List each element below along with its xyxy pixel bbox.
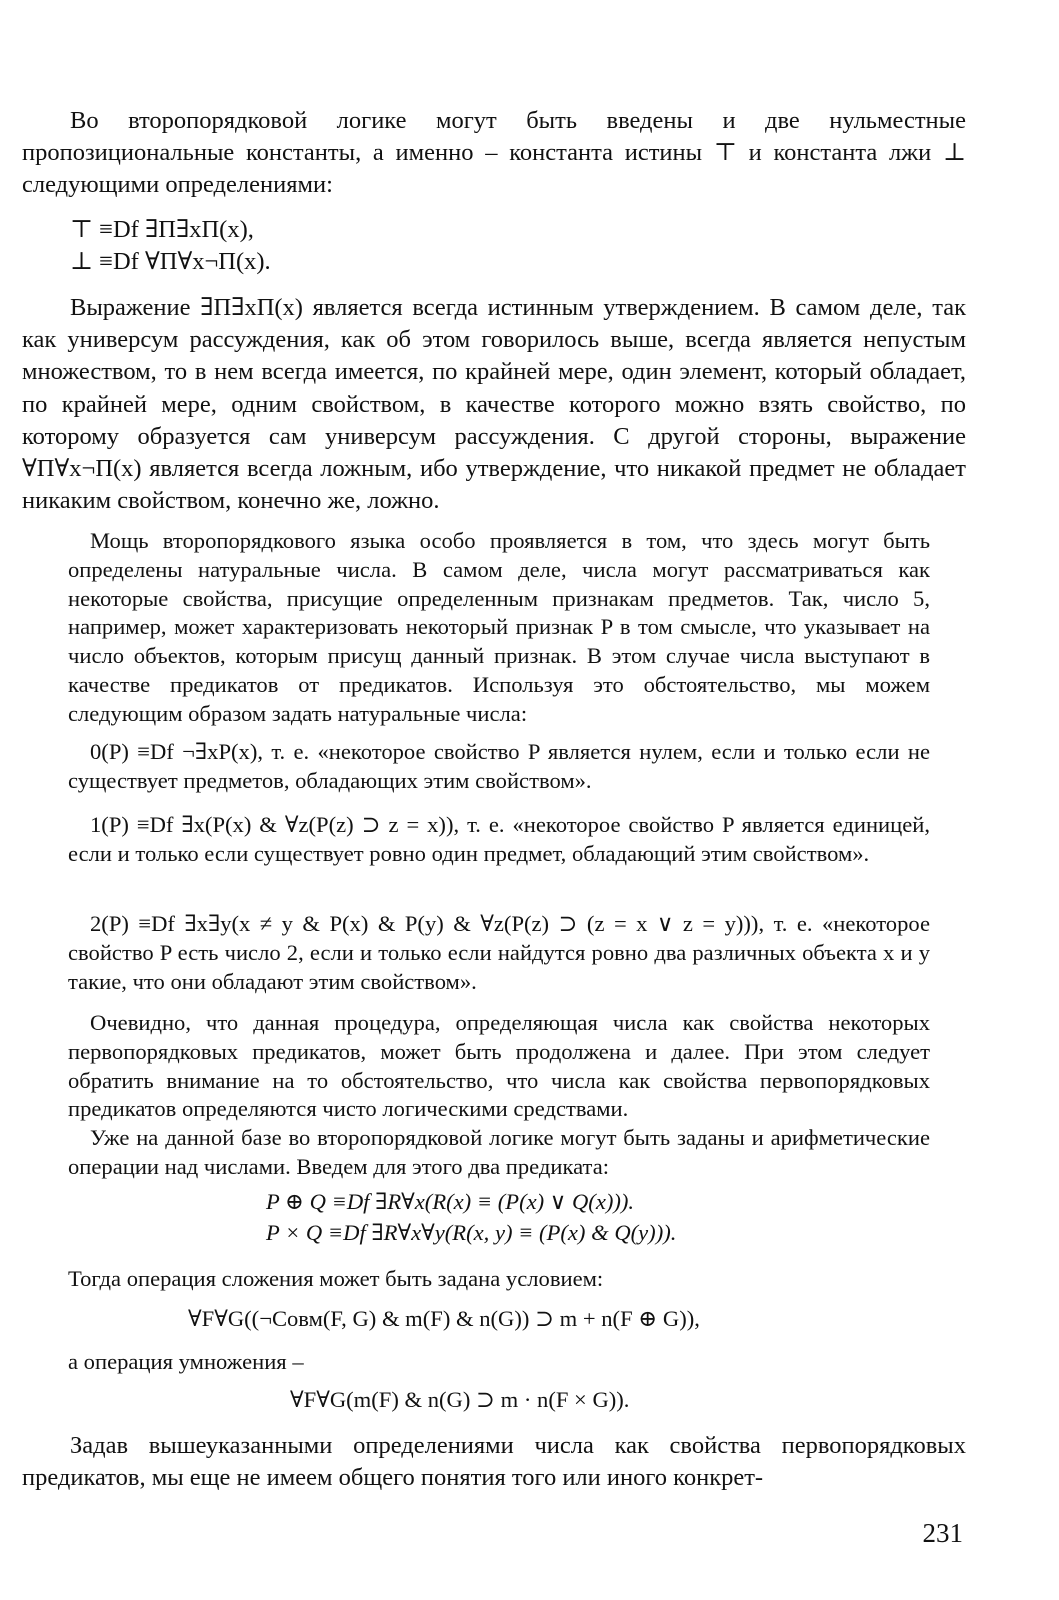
paragraph-two-definition: 2(P) ≡Df ∃x∃y(x ≠ y & P(x) & P(y) & ∀z(P(z) ⊃ (z = x ∨ z = y))), т. е. «некоторое свойство P есть число 2, если и только если найдутся ровно два различных объекта x и y такие, что они обладают этим свойством». [68, 911, 930, 994]
paragraph-arithmetic: Уже на данной базе во второпорядковой логике могут быть заданы и арифметические операции над числами. Введем для этого два предиката: [68, 1125, 930, 1179]
paragraph-procedure: Очевидно, что данная процедура, определяющая числа как свойства некоторых первопорядковых предикатов, может быть продолжена и далее. При этом следует обратить внимание на то обстоятельство, что числа как свойства первопорядковых предикатов определяются чисто логическими средствами. [68, 1010, 930, 1122]
paragraph-one-definition: 1(P) ≡Df ∃x(P(x) & ∀z(P(z) ⊃ z = x)), т. е. «некоторое свойство P является единицей, если и только если существует ровно один предмет, обладающий этим свойством». [68, 812, 930, 866]
formula-false-constant: ⊥ ≡Df ∀Π∀x¬Π(x). [70, 248, 271, 275]
formula-product-predicate: P × Q ≡Df ∃R∀x∀y(R(x, y) ≡ (P(x) & Q(y))). [266, 1220, 677, 1245]
paragraph-conclusion: Задав вышеуказанными определениями числа как свойства первопорядковых предикатов, мы еще не имеем общего понятия того или иного конкрет- [22, 1432, 966, 1492]
paragraph-multiplication: а операция умножения – [68, 1349, 304, 1374]
formula-truth-constant: ⊤ ≡Df ∃Π∃xΠ(x), [70, 216, 254, 243]
paragraph-addition: Тогда операция сложения может быть задана условием: [68, 1266, 604, 1291]
paragraph-zero-definition: 0(P) ≡Df ¬∃xP(x), т. е. «некоторое свойство P является нулем, если и только если не существует предметов, обладающих этим свойством». [68, 739, 930, 793]
paragraph-truth-explanation: Выражение ∃Π∃xΠ(x) является всегда истинным утверждением. В самом деле, так как универсум рассуждения, как об этом говорилось выше, всегда является непустым множеством, то в нем всегда имеется, по крайней мере, один элемент, который обладает, по крайней мере, одним свойством, в качестве которого можно взять свойство, по которому образуется сам универсум рассуждения. С другой стороны, выражение ∀Π∀x¬Π(x) является всегда ложным, ибо утверждение, что никакой предмет не обладает никаким свойством, конечно же, ложно. [22, 294, 966, 515]
formula-addition: ∀F∀G((¬Совм(F, G) & m(F) & n(G)) ⊃ m + n(F ⊕ G)), [188, 1306, 700, 1331]
paragraph-constants-intro: Во второпорядковой логике могут быть введены и две нульместные пропозициональные константы, а именно – константа истины ⊤ и константа лжи ⊥ следующими определениями: [22, 107, 966, 199]
formula-sum-predicate: P ⊕ Q ≡Df ∃R∀x(R(x) ≡ (P(x) ∨ Q(x))). [266, 1189, 635, 1214]
paragraph-natural-numbers: Мощь второпорядкового языка особо проявляется в том, что здесь могут быть определены натуральные числа. В самом деле, числа могут рассматриваться как некоторые свойства, присущие определенным признакам предметов. Так, число 5, например, может характеризовать некоторый признак P в том смысле, что указывает на число объектов, которым присущ данный признак. В этом случае числа выступают в качестве предикатов от предикатов. Используя это обстоятельство, мы можем следующим образом задать натуральные числа: [68, 528, 930, 726]
formula-multiplication: ∀F∀G(m(F) & n(G) ⊃ m · n(F × G)). [290, 1387, 630, 1412]
page-number: 231 [922, 1518, 963, 1548]
